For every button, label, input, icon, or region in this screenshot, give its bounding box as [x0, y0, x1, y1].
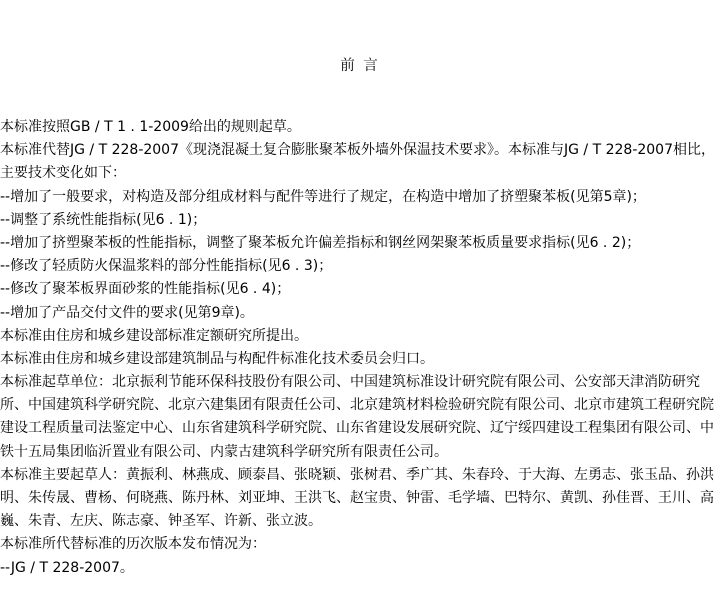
text-line: 本标准由住房和城乡建设部标准定额研究所提出。 — [0, 327, 308, 344]
text-line: 本标准起草单位：北京振利节能环保科技股份有限公司、中国建筑标准设计研究院有限公司、公安部天津消防研究 — [0, 374, 700, 391]
text-line: --增加了一般要求，对构造及部分组成材料与配件等进行了规定，在构造中增加了挤塑聚苯板(见第5章)； — [0, 188, 646, 205]
text-line: --修改了轻质防火保温浆料的部分性能指标(见6 . 3)； — [0, 258, 333, 275]
text-line: 本标准由住房和城乡建设部建筑制品与构配件标准化技术委员会归口。 — [0, 350, 434, 367]
text-line: 本标准代替JG / T 228-2007《现浇混凝土复合膨胀聚苯板外墙外保温技术要求》。本标准与JG / T 228-2007相比， — [0, 142, 715, 159]
text-line: --调整了系统性能指标(见6 . 1)； — [0, 211, 207, 228]
text-line: 主要技术变化如下： — [0, 165, 126, 182]
text-line: 明、朱传晟、曹杨、何晓燕、陈丹林、刘亚坤、王洪飞、赵宝贵、钟雷、毛学墙、巴特尔、黄凯、孙佳晋、王川、高 — [0, 490, 714, 506]
text-line: --增加了产品交付文件的要求(见第9章)。 — [0, 304, 254, 321]
text-line: 铁十五局集团临沂置业有限公司、内蒙古建筑科学研究所有限责任公司。 — [0, 443, 448, 460]
text-line: 本标准所代替标准的历次版本发布情况为： — [0, 536, 266, 553]
document-body — [0, 116, 720, 580]
page-title: 前 言 — [340, 58, 380, 74]
text-line: --JG / T 228-2007。 — [0, 559, 134, 576]
text-line: --修改了聚苯板界面砂浆的性能指标(见6 . 4)； — [0, 281, 291, 298]
text-line: 本标准主要起草人：黄振利、林燕成、顾泰昌、张晓颖、张树君、季广其、朱春玲、于大海、左勇志、张玉品、孙洪 — [0, 466, 714, 483]
text-line: 所、中国建筑科学研究院、北京六建集团有限责任公司、北京建筑材料检验研究院有限公司、北京市建筑工程研究院 — [0, 397, 714, 414]
text-line: --增加了挤塑聚苯板的性能指标，调整了聚苯板允许偏差指标和钢丝网架聚苯板质量要求指标(见6 . 2)； — [0, 234, 641, 251]
text-line: 巍、朱青、左庆、陈志豪、钟圣军、许新、张立波。 — [0, 513, 322, 530]
text-line: 本标准按照GB / T 1 . 1-2009给出的规则起草。 — [0, 119, 301, 135]
text-line: 建设工程质量司法鉴定中心、山东省建筑科学研究院、山东省建设发展研究院、辽宁绥四建设工程集团有限公司、中 — [0, 420, 714, 437]
